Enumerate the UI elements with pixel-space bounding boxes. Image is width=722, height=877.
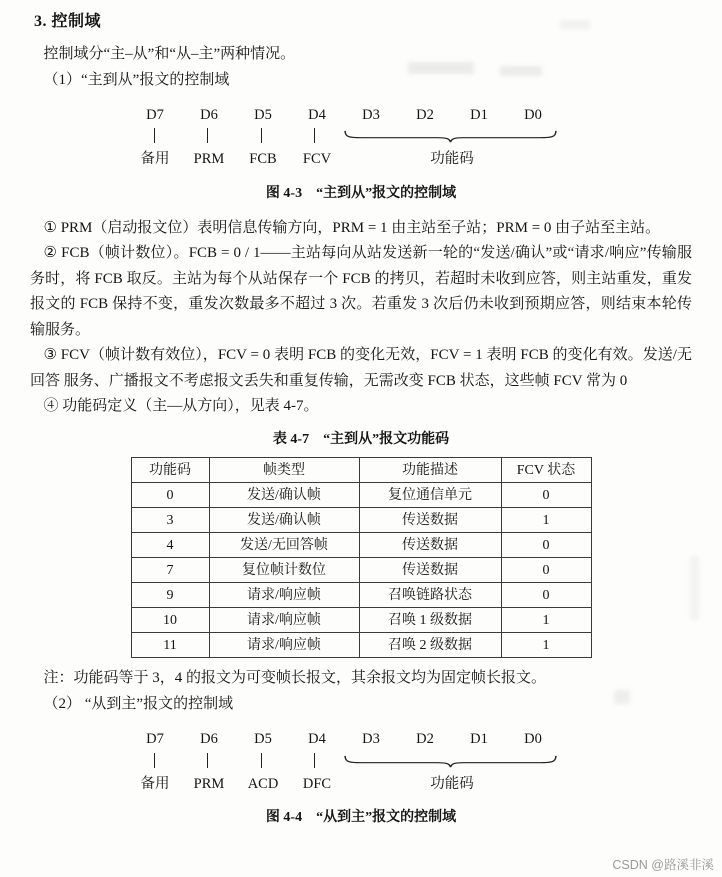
bit-d4: D4 [308,107,326,124]
table-row [131,558,591,583]
table-row [131,608,591,633]
table-cell: 发送/无回答帧 [209,533,359,558]
bit-d3: D3 [362,107,380,124]
figure-4-3 [30,105,692,205]
tick-line [181,128,234,143]
table-row [131,633,591,658]
bit-d6: D6 [200,107,218,124]
scan-artifact [690,556,699,620]
tick-line [128,753,181,768]
table-cell: 召唤链路状态 [359,583,501,608]
label-d6: PRM [193,775,225,792]
csdn-watermark: CSDN @路溪非溪 [612,857,714,872]
table-cell: 发送/确认帧 [209,508,359,533]
figure-4-3-caption: 图 4-3 “主到从”报文的控制域 [265,185,457,201]
table-cell: 3 [131,508,209,533]
label-d5: FCB [249,151,277,168]
intro-paragraph: 控制域分“主–从”和“从–主”两种情况。 [43,46,296,63]
connector-row [128,753,560,772]
table-row [131,508,591,533]
table-cell: 1 [501,508,591,533]
bit-d5: D5 [254,107,272,124]
label-d7: 备用 [140,775,170,792]
table-cell: 召唤 1 级数据 [359,608,501,633]
label-d4: FCV [302,151,332,168]
table-cell: 0 [501,558,591,583]
bit-d6: D6 [200,731,218,748]
table-cell: 4 [131,533,209,558]
function-code-table [131,457,592,658]
table-cell: 1 [501,633,591,658]
table-cell: 复位帧计数位 [209,558,359,583]
header-fcv-state: FCV 状态 [501,458,591,483]
tick-line [288,753,341,768]
tick-line [235,753,288,768]
subsection-1-title: （1）“主到从”报文的控制域 [43,71,230,88]
paragraph-fcb: ② FCB（帧计数位）。FCB = 0 / 1——主站每向从站发送新一轮的“发送/确认”或“请求/响应”传输服务时，将 FCB 取反。主站为每个从站保存一个 FCB 的拷贝，若超时未收到应答，则主站重发，重发报文的 FCB 保持不变，重发次数最多不超过 3 次。若重发 3 次后仍未收到预期应答，则结束本轮传输服务。 [30,245,692,338]
function-code-label: 功能码 [430,775,474,792]
bit-d1: D1 [470,107,488,124]
bit-d2: D2 [416,107,434,124]
bit-d7: D7 [146,731,164,748]
table-cell: 请求/响应帧 [209,583,359,608]
control-field-bit-diagram-1 [128,105,560,170]
section-heading: 3. 控制域 [34,13,102,30]
bit-d2: D2 [416,731,434,748]
connector-row [128,128,560,147]
table-cell: 0 [501,533,591,558]
bit-d4: D4 [308,731,326,748]
table-cell: 召唤 2 级数据 [359,633,501,658]
table-cell: 0 [501,583,591,608]
paragraph-prm: ① PRM（启动报文位）表明信息传输方向，PRM = 1 由主站至子站；PRM = 0 由子站至主站。 [43,219,661,236]
table-cell: 7 [131,558,209,583]
bit-d0: D0 [524,731,542,748]
function-code-label: 功能码 [430,151,474,168]
table-cell: 复位通信单元 [359,483,501,508]
tick-line [128,128,181,143]
table-header-row [131,458,591,483]
brace-icon [344,130,557,143]
underbrace [341,753,560,768]
table-cell: 传送数据 [359,533,501,558]
paragraph-function-code: ④ 功能码定义（主—从方向），见表 4-7。 [43,398,319,415]
table-cell: 0 [501,483,591,508]
bit-d7: D7 [146,107,164,124]
table-row [131,483,591,508]
table-cell: 1 [501,608,591,633]
table-cell: 发送/确认帧 [209,483,359,508]
table-cell: 请求/响应帧 [209,608,359,633]
table-cell: 0 [131,483,209,508]
table-cell: 10 [131,608,209,633]
tick-line [288,128,341,143]
table-cell: 9 [131,583,209,608]
label-d7: 备用 [140,151,170,168]
table-row [131,533,591,558]
header-frame-type: 帧类型 [209,458,359,483]
bit-name-row [128,105,560,125]
header-function-code: 功能码 [131,458,209,483]
bit-d0: D0 [524,107,542,124]
bit-d3: D3 [362,731,380,748]
tick-line [181,753,234,768]
underbrace [341,128,560,143]
bit-d5: D5 [254,731,272,748]
table-row [131,583,591,608]
bit-label-row [128,774,560,794]
table-4-7-caption: 表 4-7 “主到从”报文功能码 [272,431,450,447]
control-field-bit-diagram-2 [128,729,560,794]
brace-icon [344,755,557,768]
table-cell: 11 [131,633,209,658]
label-d5: ACD [247,775,279,792]
table-note: 注：功能码等于 3，4 的报文为可变帧长报文，其余报文均为固定帧长报文。 [43,670,547,687]
subsection-2-title: （2） “从到主”报文的控制域 [43,695,234,712]
label-d4: DFC [302,775,332,792]
label-d6: PRM [193,151,225,168]
figure-4-4 [30,729,692,829]
paragraph-fcv: ③ FCV（帧计数有效位），FCV = 0 表明 FCB 的变化无效，FCV = 1 表明 FCB 的变化有效。发送/无回答 服务、广播报文不考虑报文丢失和重复传输，无需改变 FCB 状态，这些帧 FCV 常为 0 [30,347,692,389]
table-cell: 传送数据 [359,508,501,533]
bit-name-row [128,729,560,749]
table-cell: 传送数据 [359,558,501,583]
bit-label-row [128,149,560,169]
tick-line [235,128,288,143]
bit-d1: D1 [470,731,488,748]
figure-4-4-caption: 图 4-4 “从到主”报文的控制域 [265,809,457,825]
header-function-desc: 功能描述 [359,458,501,483]
table-cell: 请求/响应帧 [209,633,359,658]
